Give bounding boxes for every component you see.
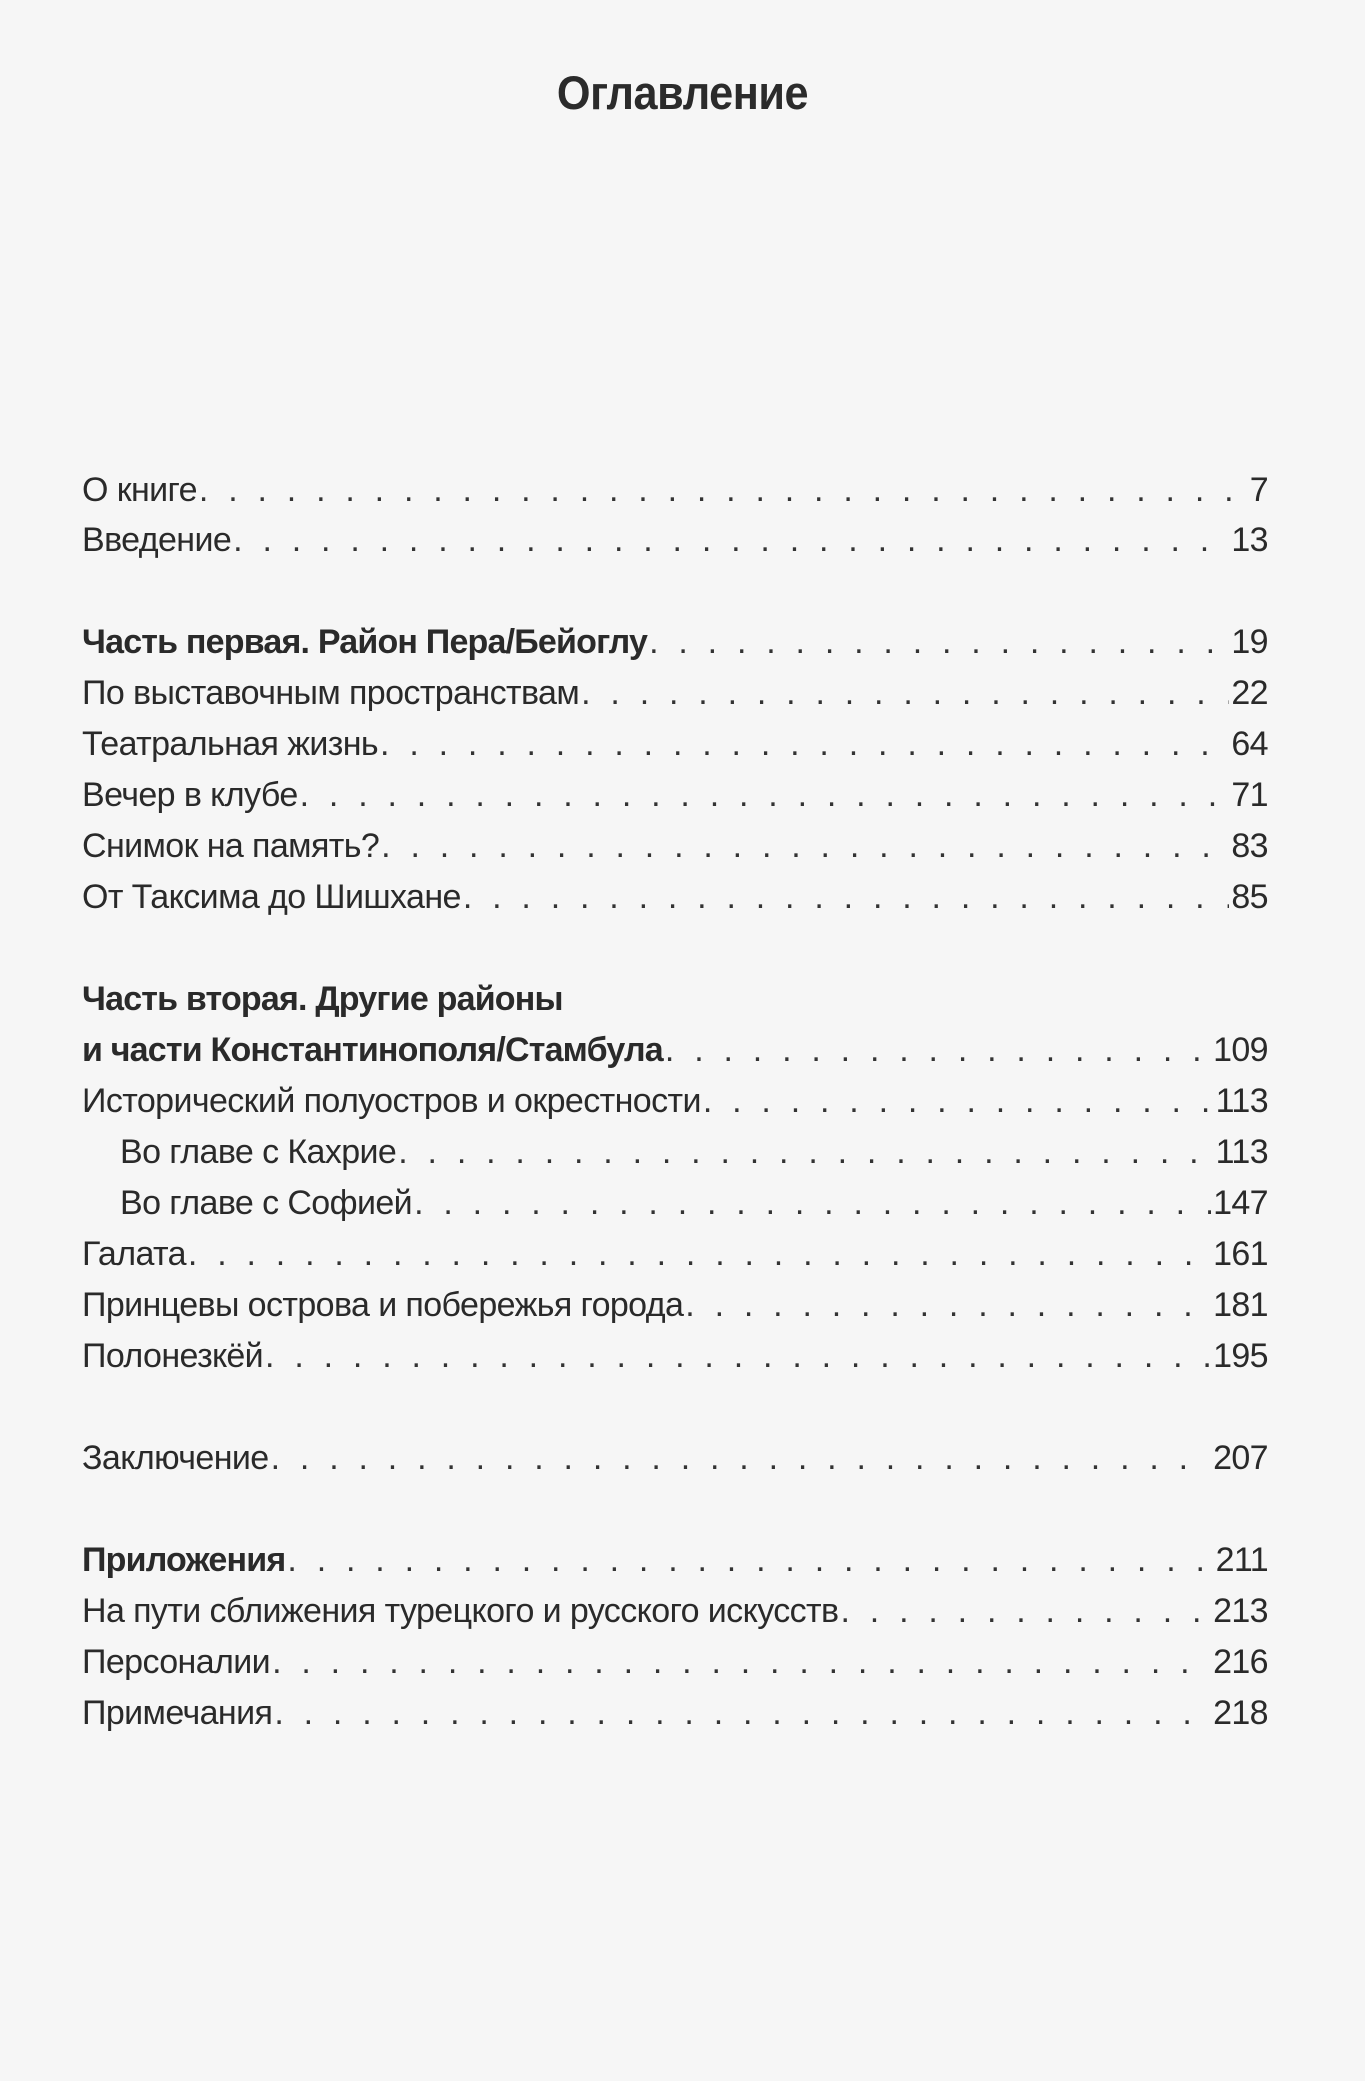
- toc-entry-page: 22: [1231, 674, 1268, 712]
- toc-entry-page: 218: [1213, 1694, 1268, 1732]
- toc-entry-page: 19: [1231, 623, 1268, 661]
- toc-entry-page: 213: [1213, 1592, 1268, 1630]
- toc-entry[interactable]: [82, 663, 1268, 713]
- dot-leader: [381, 826, 1229, 866]
- dot-leader: [685, 1285, 1211, 1325]
- toc-entry[interactable]: [82, 816, 1268, 866]
- toc-entry[interactable]: [82, 1581, 1268, 1631]
- dot-leader: [271, 1438, 1211, 1478]
- dot-leader: [265, 1336, 1211, 1376]
- toc-entry-label: По выставочным пространствам: [82, 674, 580, 712]
- toc-subentry[interactable]: [82, 1173, 1268, 1223]
- toc-entry[interactable]: [82, 1275, 1268, 1325]
- dot-leader: [287, 1540, 1213, 1580]
- toc-entry[interactable]: [82, 1428, 1268, 1478]
- toc-entry[interactable]: [82, 867, 1268, 917]
- toc-entry-label: Принцевы острова и побережья города: [82, 1286, 684, 1324]
- dot-leader: [300, 775, 1230, 815]
- toc-entry[interactable]: [82, 1632, 1268, 1682]
- toc-entry-page: 161: [1213, 1235, 1268, 1273]
- toc-entry-label: Исторический полуостров и окрестности: [82, 1082, 701, 1120]
- toc-entry-page: 181: [1213, 1286, 1268, 1324]
- dot-leader: [841, 1591, 1212, 1631]
- toc-entry-label: Часть первая. Район Пера/Бейоглу: [82, 623, 648, 661]
- toc-entry-page: 216: [1213, 1643, 1268, 1681]
- dot-leader: [398, 1132, 1213, 1172]
- toc-entry-page: 195: [1213, 1337, 1268, 1375]
- toc-entry-label: Приложения: [82, 1541, 286, 1579]
- dot-leader: [581, 673, 1229, 713]
- toc-entry[interactable]: [82, 765, 1268, 815]
- dot-leader: [274, 1693, 1211, 1733]
- toc-entry-label: Полонезкёй: [82, 1337, 264, 1375]
- toc-entry[interactable]: [82, 1326, 1268, 1376]
- toc-entry-page: 147: [1213, 1184, 1268, 1222]
- dot-leader: [380, 724, 1229, 764]
- toc-entry-page: 83: [1231, 827, 1268, 865]
- dot-leader: [649, 622, 1229, 662]
- dot-leader: [703, 1081, 1214, 1121]
- toc-entry-label: Примечания: [82, 1694, 273, 1732]
- toc-entry-page: 71: [1231, 776, 1268, 814]
- toc-entry-page: 64: [1231, 725, 1268, 763]
- toc-entry-page: 207: [1213, 1439, 1268, 1477]
- toc-entry-label: О книге: [82, 471, 197, 509]
- toc-entry-label: Во главе с Кахрие: [120, 1133, 397, 1171]
- dot-leader: [233, 520, 1229, 560]
- toc-entry[interactable]: [82, 460, 1268, 510]
- toc-entry[interactable]: [82, 1683, 1268, 1733]
- toc-entry-label: Снимок на память?: [82, 827, 380, 865]
- toc-entry-label: и части Константинополя/Стамбула: [82, 1031, 663, 1069]
- toc-part-heading-continued[interactable]: [82, 1020, 1268, 1070]
- dot-leader: [199, 470, 1248, 510]
- toc-entry-label: Введение: [82, 521, 232, 559]
- toc-part-heading[interactable]: [82, 1530, 1268, 1580]
- toc-entry-label: Часть вторая. Другие районы: [82, 980, 563, 1018]
- toc-entry-page: 7: [1249, 471, 1268, 509]
- toc-entry-page: 113: [1215, 1082, 1268, 1120]
- toc-entry-page: 211: [1215, 1541, 1268, 1579]
- toc-entry-page: 113: [1215, 1133, 1268, 1171]
- toc-entry-label: Галата: [82, 1235, 186, 1273]
- toc-part-heading[interactable]: [82, 969, 1268, 1019]
- toc-entry-page: 13: [1231, 521, 1268, 559]
- dot-leader: [272, 1642, 1211, 1682]
- toc-entry[interactable]: [82, 1224, 1268, 1274]
- toc-entry[interactable]: [82, 1071, 1268, 1121]
- toc-entry-page: 85: [1231, 878, 1268, 916]
- toc-entry-label: На пути сближения турецкого и русского искусств: [82, 1592, 839, 1630]
- page-title: Оглавление: [556, 66, 809, 120]
- dot-leader: [463, 877, 1230, 917]
- toc-part-heading[interactable]: [82, 612, 1268, 662]
- toc-entry-page: 109: [1213, 1031, 1268, 1069]
- toc-entry-label: От Таксима до Шишхане: [82, 878, 461, 916]
- toc-entry-label: Во главе с Софией: [120, 1184, 413, 1222]
- dot-leader: [665, 1030, 1211, 1070]
- toc-subentry[interactable]: [82, 1122, 1268, 1172]
- dot-leader: [188, 1234, 1211, 1274]
- toc-entry[interactable]: [82, 714, 1268, 764]
- toc-entry-label: Персоналии: [82, 1643, 271, 1681]
- toc-entry-label: Заключение: [82, 1439, 269, 1477]
- dot-leader: [414, 1183, 1211, 1223]
- toc-entry-label: Вечер в клубе: [82, 776, 298, 814]
- toc-entry-label: Театральная жизнь: [82, 725, 379, 763]
- toc-entry[interactable]: [82, 510, 1268, 560]
